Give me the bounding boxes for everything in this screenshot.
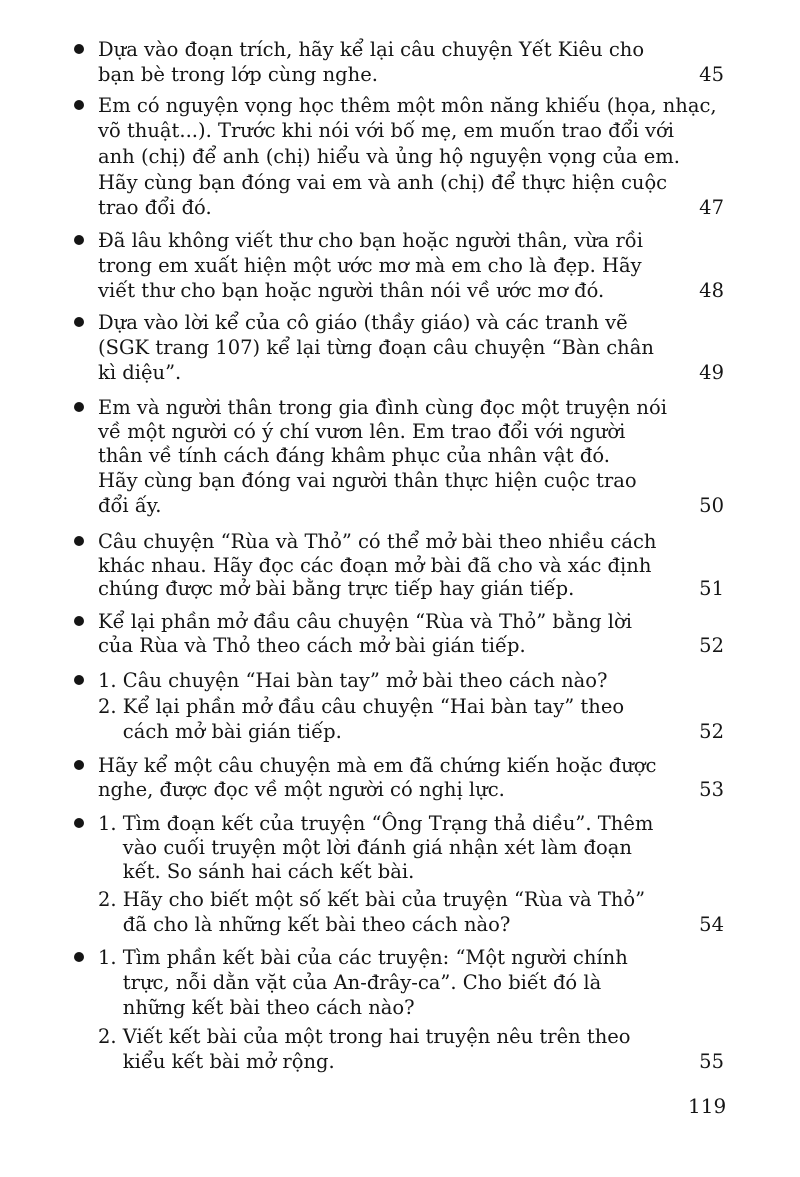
bullet-icon: [74, 44, 84, 54]
entry-page-number: 50: [699, 494, 724, 517]
entry-text-line: Dựa vào đoạn trích, hãy kể lại câu chuyện Yết Kiêu cho: [98, 38, 645, 61]
entry-page-number: 51: [699, 577, 724, 600]
entry-text-line: những kết bài theo cách nào?: [98, 996, 415, 1019]
bullet-icon: [74, 402, 84, 412]
page-number: 119: [688, 1094, 727, 1118]
entry-text-line: của Rùa và Thỏ theo cách mở bài gián tiếp.: [98, 634, 526, 657]
entry-text-line: đổi ấy.: [98, 494, 162, 517]
entry-text-line: (SGK trang 107) kể lại từng đoạn câu chuyện “Bàn chân: [98, 336, 654, 359]
entry-text-line: Câu chuyện “Rùa và Thỏ” có thể mở bài theo nhiều cách: [98, 530, 657, 553]
entry-text-line: 2. Hãy cho biết một số kết bài của truyện “Rùa và Thỏ”: [98, 888, 646, 911]
entry-text-line: vào cuối truyện một lời đánh giá nhận xét làm đoạn: [98, 836, 632, 859]
entry-page-number: 52: [699, 720, 724, 743]
bullet-icon: [74, 616, 84, 626]
entry-text-line: kì diệu”.: [98, 361, 182, 384]
entry-text-line: nghe, được đọc về một người có nghị lực.: [98, 778, 505, 801]
entry-text-line: võ thuật...). Trước khi nói với bố mẹ, em muốn trao đổi với: [98, 119, 675, 142]
entry-text-line: cách mở bài gián tiếp.: [98, 720, 342, 743]
entry-text-line: Hãy cùng bạn đóng vai em và anh (chị) để thực hiện cuộc: [98, 171, 668, 194]
bullet-icon: [74, 536, 84, 546]
entry-text-line: trực, nỗi dằn vặt của An-đrây-ca”. Cho biết đó là: [98, 971, 602, 994]
entry-text-line: 1. Câu chuyện “Hai bàn tay” mở bài theo cách nào?: [98, 669, 608, 692]
bullet-icon: [74, 952, 84, 962]
entry-text-line: Hãy cùng bạn đóng vai người thân thực hiện cuộc trao: [98, 469, 637, 492]
bullet-icon: [74, 235, 84, 245]
entry-text-line: trong em xuất hiện một ước mơ mà em cho là đẹp. Hãy: [98, 254, 642, 277]
entry-text-line: khác nhau. Hãy đọc các đoạn mở bài đã cho và xác định: [98, 554, 652, 577]
entry-text-line: Kể lại phần mở đầu câu chuyện “Rùa và Thỏ” bằng lời: [98, 610, 632, 633]
entry-text-line: Dựa vào lời kể của cô giáo (thầy giáo) và các tranh vẽ: [98, 311, 628, 334]
bullet-icon: [74, 760, 84, 770]
entry-text-line: 2. Viết kết bài của một trong hai truyện nêu trên theo: [98, 1025, 631, 1048]
entry-text-line: viết thư cho bạn hoặc người thân nói về ước mơ đó.: [98, 279, 605, 302]
entry-page-number: 52: [699, 634, 724, 657]
entry-text-line: kiểu kết bài mở rộng.: [98, 1050, 335, 1073]
entry-text-line: Đã lâu không viết thư cho bạn hoặc người thân, vừa rồi: [98, 229, 643, 252]
entry-text-line: kết. So sánh hai cách kết bài.: [98, 860, 415, 883]
entry-page-number: 53: [699, 778, 724, 801]
entry-text-line: đã cho là những kết bài theo cách nào?: [98, 913, 511, 936]
entry-page-number: 48: [699, 279, 724, 302]
entry-text-line: thân về tính cách đáng khâm phục của nhân vật đó.: [98, 444, 610, 467]
entry-text-line: 1. Tìm đoạn kết của truyện “Ông Trạng thả diều”. Thêm: [98, 812, 654, 835]
entry-text-line: Em và người thân trong gia đình cùng đọc một truyện nói: [98, 396, 667, 419]
entry-text-line: 1. Tìm phần kết bài của các truyện: “Một người chính: [98, 946, 628, 969]
bullet-icon: [74, 818, 84, 828]
entry-text-line: về một người có ý chí vươn lên. Em trao đổi với người: [98, 420, 626, 443]
entry-text-line: bạn bè trong lớp cùng nghe.: [98, 63, 378, 86]
entry-text-line: anh (chị) để anh (chị) hiểu và ủng hộ nguyện vọng của em.: [98, 145, 680, 168]
entry-text-line: Hãy kể một câu chuyện mà em đã chứng kiến hoặc được: [98, 754, 657, 777]
bullet-icon: [74, 100, 84, 110]
entry-page-number: 54: [699, 913, 724, 936]
bullet-icon: [74, 675, 84, 685]
entry-text-line: 2. Kể lại phần mở đầu câu chuyện “Hai bàn tay” theo: [98, 695, 625, 718]
bullet-icon: [74, 317, 84, 327]
entry-page-number: 55: [699, 1050, 724, 1073]
entry-page-number: 49: [699, 361, 724, 384]
entry-page-number: 47: [699, 196, 724, 219]
entry-text-line: Em có nguyện vọng học thêm một môn năng khiếu (họa, nhạc,: [98, 94, 717, 117]
entry-text-line: trao đổi đó.: [98, 196, 212, 219]
entry-page-number: 45: [699, 63, 724, 86]
entry-text-line: chúng được mở bài bằng trực tiếp hay gián tiếp.: [98, 577, 575, 600]
